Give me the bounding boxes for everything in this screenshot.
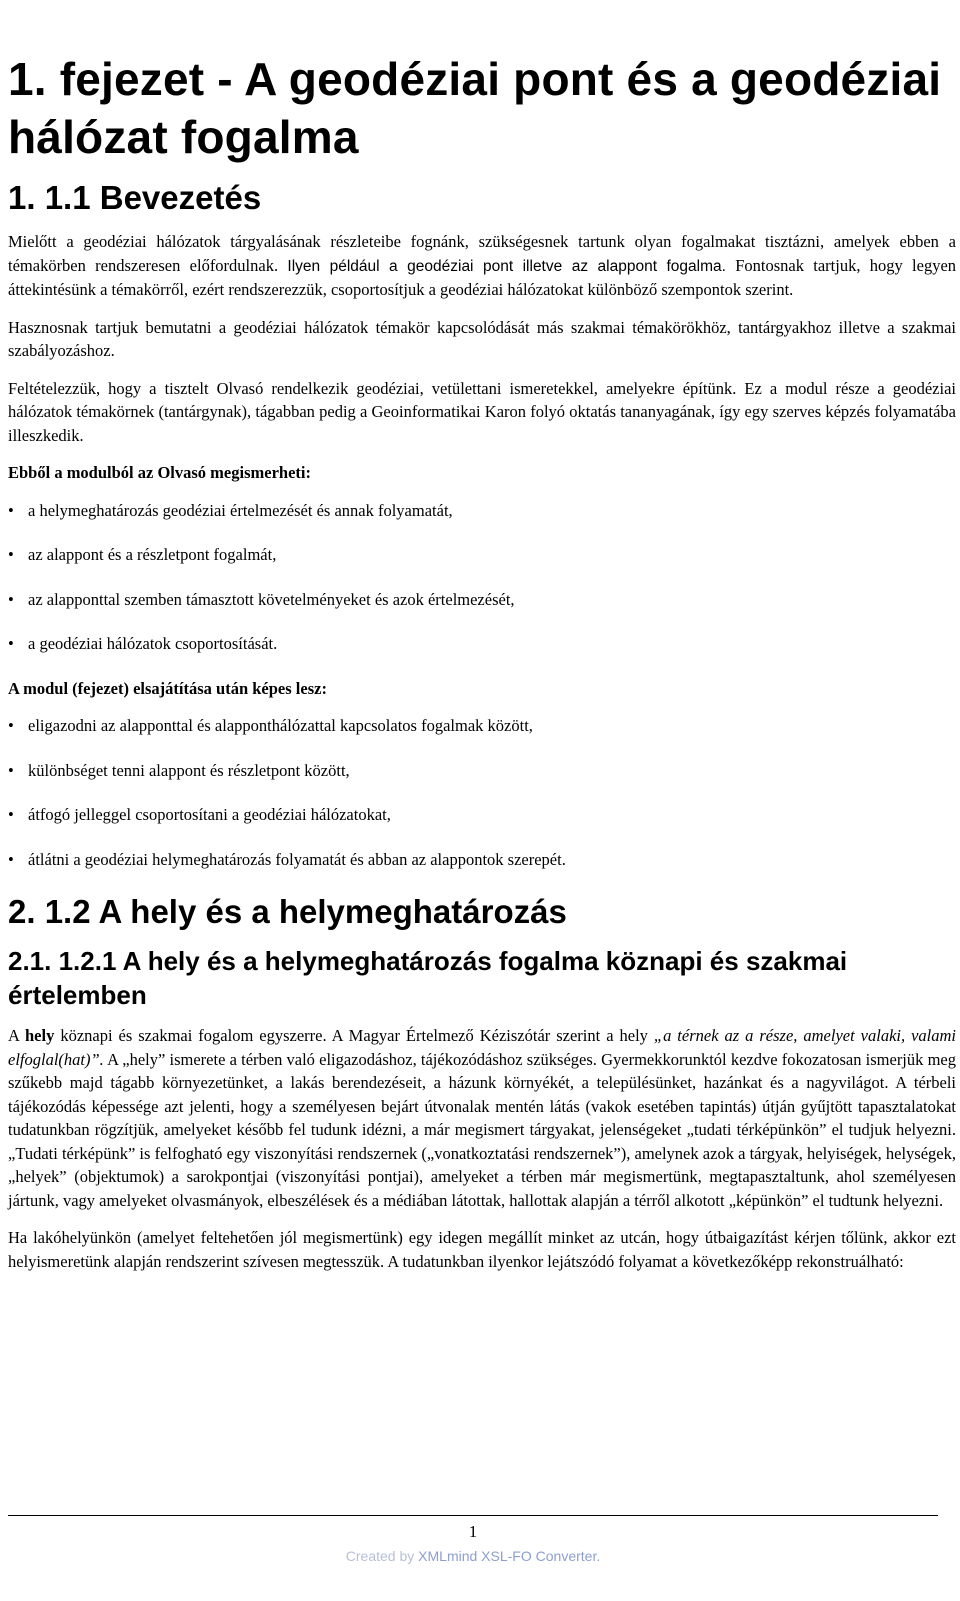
intro-p1-sans-text: Ilyen például a geodéziai pont illetve az alappont fogalma. (287, 257, 726, 275)
list-item: • átlátni a geodéziai helymeghatározás folyamatát és abban az alappontok szerepét. (8, 848, 956, 872)
credit-prefix: Created by (345, 1548, 419, 1564)
list-item: • az alappont és a részletpont fogalmát, (8, 543, 956, 567)
list-item: • a geodéziai hálózatok csoportosítását. (8, 632, 956, 656)
list-item: • átfogó jelleggel csoportosítani a geodéziai hálózatokat, (8, 803, 956, 827)
place-paragraph-2: Ha lakóhelyünkön (amelyet feltehetően jól megismertünk) egy idegen megállít minket az utcán, hogy útbaigazítást kérjen tőlünk, akkor ezt helyismeretünk alapján rendszerint szívesen megtesszük. A tudatunkban ilyenkor lejátszódó folyamat a következőképp rekonstruálható: (8, 1228, 956, 1271)
intro-p1-rest: Fontosnak tartjuk, hogy legyen áttekintésünk a témakörről, ezért rendszerezzük, csoportosítjuk a geodéziai hálózatokat különböző szempontok szerint. (8, 255, 957, 299)
place-paragraph-1 (8, 1024, 956, 1212)
learn-list (8, 499, 956, 656)
chapter-title: 1. fejezet - A geodéziai pont és a geodéziai hálózat fogalma (8, 53, 942, 163)
after-list (8, 714, 956, 871)
intro-paragraph-1 (8, 230, 956, 302)
subsection-heading-place-concept: 2.1. 1.2.1 A hely és a helymeghatározás fogalma köznapi és szakmai értelemben (8, 946, 848, 1010)
list-item: • az alapponttal szemben támasztott követelményeket és azok értelmezését, (8, 588, 956, 612)
footer-divider (8, 1515, 938, 1516)
place-p1-b: köznapi és szakmai fogalom egyszerre. A Magyar Értelmező Kéziszótár szerint a hely (54, 1026, 654, 1045)
after-heading: A modul (fejezet) elsajátítása után képes lesz: (8, 678, 327, 698)
list-item: • a helymeghatározás geodéziai értelmezését és annak folyamatát, (8, 499, 956, 523)
intro-paragraph-3: Feltételezzük, hogy a tisztelt Olvasó rendelkezik geodéziai, vetülettani ismeretekkel, amelyekre építünk. Ez a modul része a geodéziai hálózatok témakörnek (tantárgynak), tágabban pedig a Geoinformatikai Karon folyó oktatás tananyagának, így egy szerves képzés folyamatába illeszkedik. (8, 378, 956, 445)
page-number: 1 (468, 1522, 478, 1541)
list-item: • eligazodni az alapponttal és alapponthálózattal kapcsolatos fogalmak között, (8, 714, 956, 738)
place-p1-a: A (8, 1026, 25, 1045)
section-heading-place: 2. 1.2 A hely és a helymeghatározás (8, 893, 567, 930)
list-item: • különbséget tenni alappont és részletpont között, (8, 759, 956, 783)
learn-heading: Ebből a modulból az Olvasó megismerheti: (8, 463, 311, 482)
intro-p1-text: Mielőtt a geodéziai hálózatok tárgyalásának részleteibe fognánk, szükségesnek tartunk olyan fogalmakat tisztázni, amelyek ebben a témakörben rendszeresen előfordulnak. (8, 232, 956, 275)
intro-paragraph-2: Hasznosnak tartjuk bemutatni a geodéziai hálózatok témakör kapcsolódását más szakmai témakörökhöz, tantárgyakhoz illetve a szakmai szabályozáshoz. (8, 317, 956, 360)
converter-credit (0, 1548, 946, 1564)
section-heading-introduction: 1. 1.1 Bevezetés (8, 179, 262, 216)
dictionary-quote: „a térnek az a része, amelyet valaki, valami elfoglal(hat)”. (8, 1026, 957, 1069)
credit-brand: XMLmind XSL-FO Converter. (418, 1548, 601, 1564)
place-p1-bold-term: hely (25, 1026, 55, 1045)
page-content (8, 50, 956, 1287)
place-p1-c: A „hely” ismerete a térben való eligazodáshoz, tájékozódáshoz szükséges. Gyermekkorunktól kezdve fokozatosan ismerjük meg szűkebb majd tágabb környezetünket, a lakás berendezéseit, a házunk környékét, a településünket, hazánkat és a nagyvilágot. A térbeli tájékozódás képessége azt jelenti, hogy a személyesen bejárt útvonalak mentén látás (vakok esetében tapintás) útján gyűjtött tapasztalatokat tudatunkban rögzítjük, amelyeket később fel tudunk idézni, a már megismert tárgyakat, jelenségeket „tudati térképünkön” el tudjuk helyezni. „Tudati térképünk” is felfogható egy viszonyítási rendszernek („vonatkoztatási rendszernek”), amelynek azok a tárgyak, helyiségek, helységek, „helyek” (objektumok) a sarokpontjai (viszonyítási pontjai), amelyeket a térben már megismertünk, megtapasztaltunk, ahol személyesen jártunk, vagy amelyeket olvasmányok, elbeszélések és a médiában látottak, hallottak alapján a térről alkotott „képünkön” el tudtunk helyezni. (8, 1049, 956, 1210)
